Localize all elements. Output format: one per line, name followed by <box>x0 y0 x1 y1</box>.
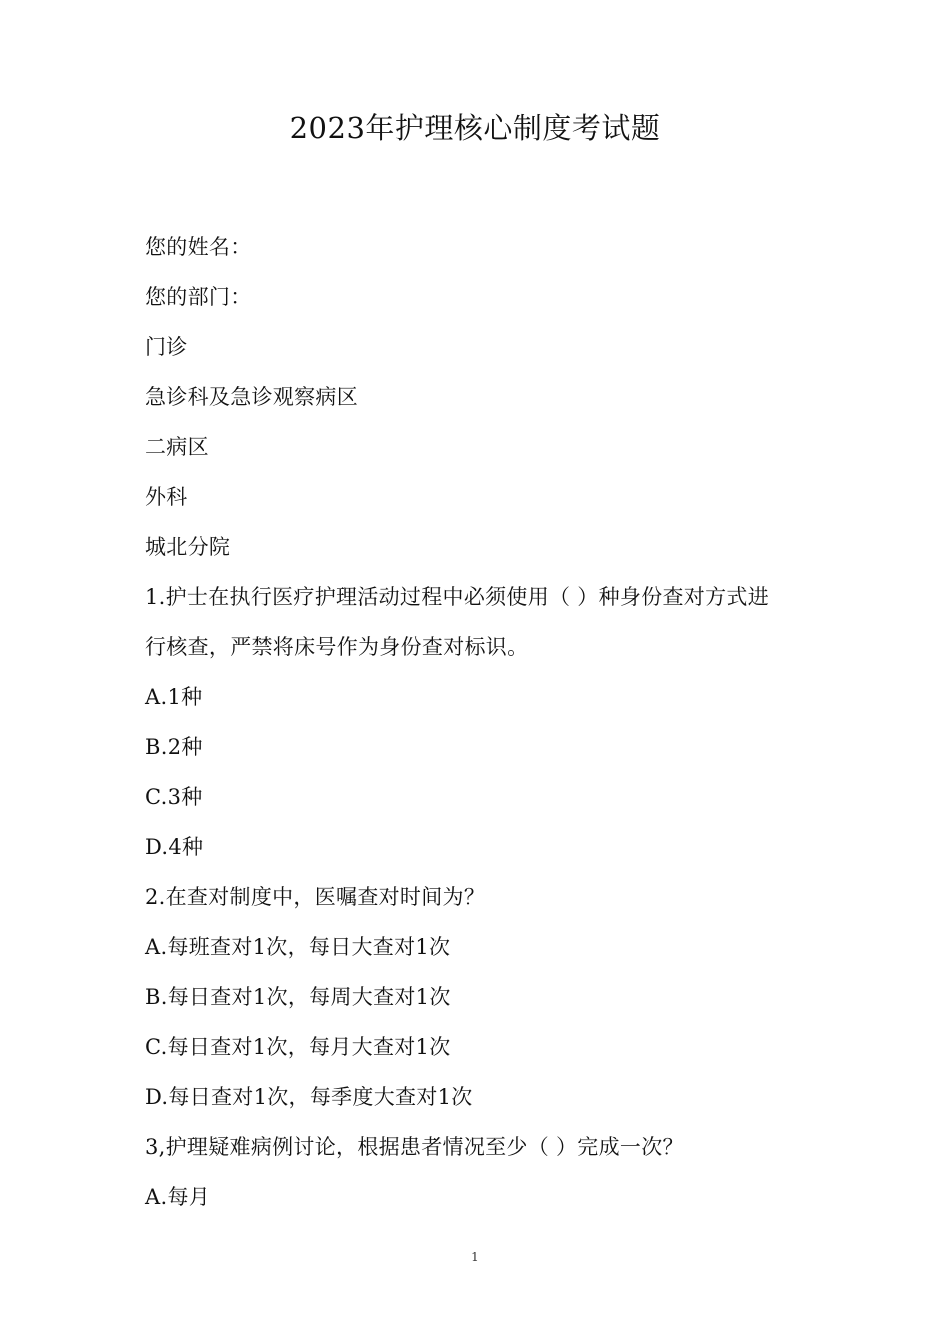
document-title: 2023年护理核心制度考试题 <box>289 111 661 145</box>
department-option-5: 城北分院 <box>145 535 231 559</box>
department-option-2: 急诊科及急诊观察病区 <box>145 385 358 409</box>
question-2-option-c: C.每日查对1次，每月大查对1次 <box>145 1035 451 1059</box>
department-label: 您的部门： <box>145 285 252 309</box>
question-1-option-c: C.3种 <box>145 785 203 809</box>
document-body <box>145 229 825 1229</box>
question-1-option-b: B.2种 <box>145 735 203 759</box>
question-3-option-a: A.每月 <box>145 1185 211 1209</box>
question-3-stem: 3,护理疑难病例讨论，根据患者情况至少（ ）完成一次？ <box>145 1135 684 1159</box>
question-2-option-d: D.每日查对1次，每季度大查对1次 <box>145 1085 473 1109</box>
name-label: 您的姓名： <box>145 235 252 259</box>
question-2-option-b: B.每日查对1次，每周大查对1次 <box>145 985 451 1009</box>
question-1-stem-line-1: 1.护士在执行医疗护理活动过程中必须使用（ ）种身份查对方式进 <box>145 585 770 609</box>
department-option-3: 二病区 <box>145 435 209 459</box>
department-option-4: 外科 <box>145 485 188 509</box>
question-2-option-a: A.每班查对1次，每日大查对1次 <box>145 935 451 959</box>
department-option-1: 门诊 <box>145 335 188 359</box>
question-1-stem-line-2: 行核查，严禁将床号作为身份查对标识。 <box>145 635 529 659</box>
question-2-stem: 2.在查对制度中，医嘱查对时间为？ <box>145 885 486 909</box>
page-number: 1 <box>471 1250 479 1264</box>
question-1-option-d: D.4种 <box>145 835 204 859</box>
question-1-option-a: A.1种 <box>145 685 203 709</box>
